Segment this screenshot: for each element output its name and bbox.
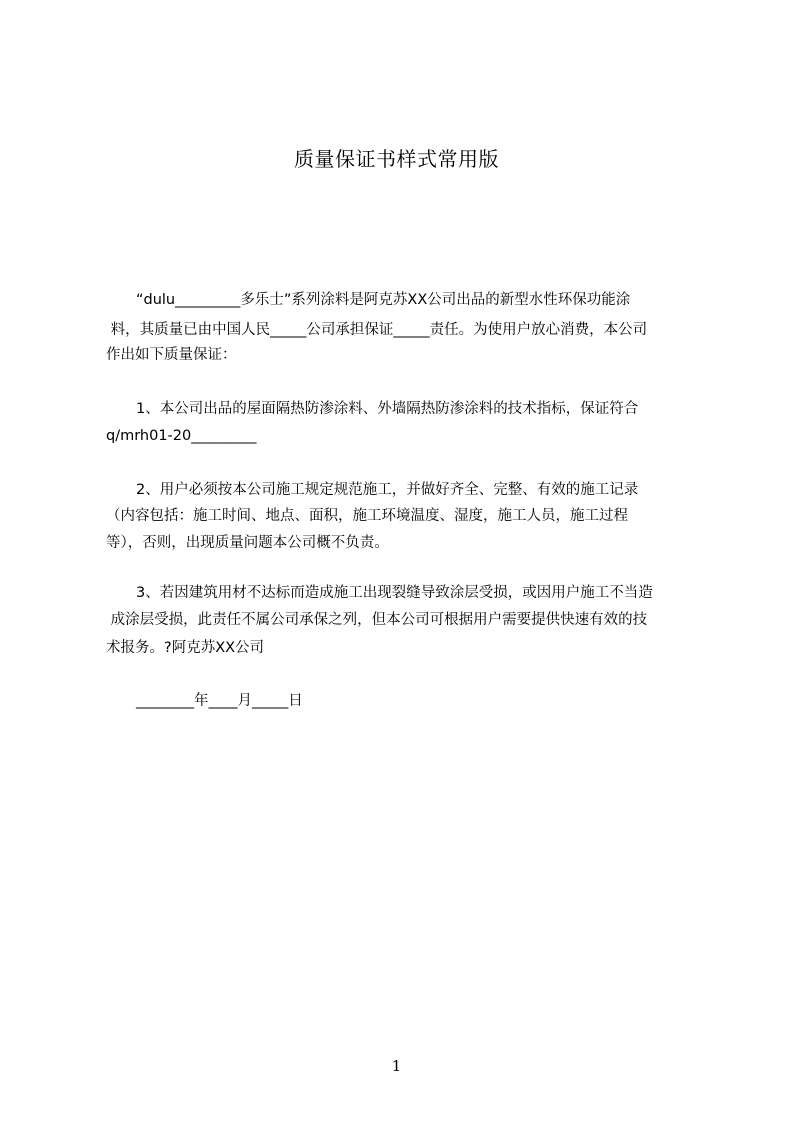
document-title: 质量保证书样式常用版 — [294, 147, 499, 171]
clause-3-line-3: 术报务。?阿克苏XX公司 — [106, 640, 265, 656]
clause-2-line-3: 等），否则，出现质量问题本公司概不负责。 — [106, 535, 389, 551]
clause-3-line-1: 3、若因建筑用材不达标而造成施工出现裂缝导致涂层受损，或因用户施工不当造 — [136, 585, 653, 601]
clause-2-line-2: （内容包括：施工时间、地点、面积，施工环境温度、湿度，施工人员，施工过程 — [106, 508, 628, 524]
clause-1-line-2: q/mrh01-20_________ — [106, 428, 257, 444]
intro-line-2: 料，其质量已由中国人民_____公司承担保证_____责任。为使用户放心消费，本公司 — [106, 322, 648, 338]
page-number: 1 — [391, 1057, 402, 1075]
clause-2-line-1: 2、用户必须按本公司施工规定规范施工，并做好齐全、完整、有效的施工记录 — [136, 482, 639, 498]
intro-line-3: 作出如下质量保证： — [106, 347, 237, 363]
clause-3-line-2: 成涂层受损，此责任不属公司承保之列，但本公司可根据用户需要提供快速有效的技 — [106, 612, 648, 628]
clause-1-line-1: 1、本公司出品的屋面隔热防渗涂料、外墙隔热防渗涂料的技术指标，保证符合 — [136, 401, 639, 417]
intro-line-1: “dulu_________多乐士”系列涂料是阿克苏XX公司出品的新型水性环保功能涂 — [136, 292, 631, 308]
signature-date-line: ________年____月_____日 — [136, 693, 303, 709]
